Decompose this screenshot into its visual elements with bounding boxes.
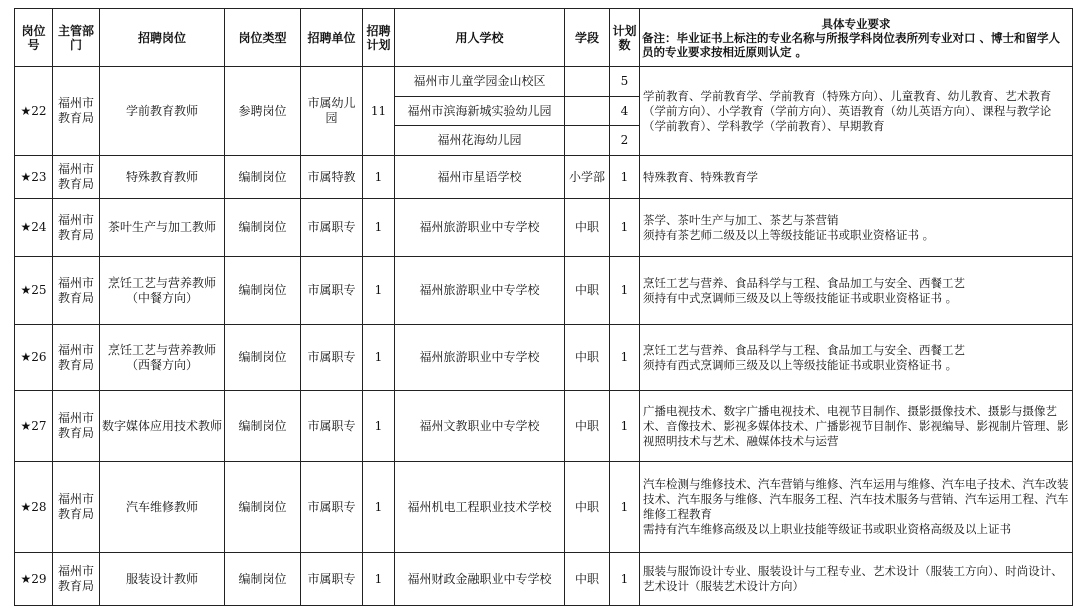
row-post: 烹饪工艺与营养教师（西餐方向） xyxy=(100,325,225,391)
row-post: 汽车维修教师 xyxy=(100,462,225,553)
table-row xyxy=(15,67,1073,97)
row-id: ★22 xyxy=(15,67,53,156)
row-dept: 福州市教育局 xyxy=(53,257,100,325)
row-stage: 中职 xyxy=(565,257,610,325)
row-requirements: 烹饪工艺与营养、食品科学与工程、食品加工与安全、西餐工艺 须持有中式烹调师三级及以上等级技能证书或职业资格证书 。 xyxy=(640,257,1073,325)
row-stage: 小学部 xyxy=(565,156,610,199)
row-dept: 福州市教育局 xyxy=(53,67,100,156)
row-count: 1 xyxy=(610,199,640,257)
row-plan: 1 xyxy=(363,325,395,391)
row-count: 4 xyxy=(610,97,640,126)
row-post: 学前教育教师 xyxy=(100,67,225,156)
row-plan: 1 xyxy=(363,257,395,325)
header-school: 用人学校 xyxy=(395,9,565,67)
table-row xyxy=(15,462,1073,553)
table-row xyxy=(15,257,1073,325)
row-type: 编制岗位 xyxy=(225,462,301,553)
row-requirements: 学前教育、学前教育学、学前教育（特殊方向）、儿童教育、幼儿教育、艺术教育（学前方向）、小学教育（学前方向）、英语教育（幼儿英语方向）、课程与教学论（学前教育）、学科教学（学前教育）、早期教育 xyxy=(640,67,1073,156)
row-stage: 中职 xyxy=(565,553,610,606)
header-req-title: 具体专业要求 xyxy=(821,16,891,31)
row-type: 编制岗位 xyxy=(225,325,301,391)
table-row xyxy=(15,391,1073,462)
row-type: 参聘岗位 xyxy=(225,67,301,156)
row-requirements: 特殊教育、特殊教育学 xyxy=(640,156,1073,199)
row-dept: 福州市教育局 xyxy=(53,156,100,199)
row-stage: 中职 xyxy=(565,462,610,553)
row-type: 编制岗位 xyxy=(225,553,301,606)
row-school: 福州旅游职业中专学校 xyxy=(395,199,565,257)
row-post: 烹饪工艺与营养教师（中餐方向） xyxy=(100,257,225,325)
row-stage: 中职 xyxy=(565,199,610,257)
row-unit: 市属职专 xyxy=(301,325,363,391)
row-dept: 福州市教育局 xyxy=(53,462,100,553)
row-dept: 福州市教育局 xyxy=(53,325,100,391)
row-stage: 中职 xyxy=(565,325,610,391)
row-post: 特殊教育教师 xyxy=(100,156,225,199)
header-plan: 招聘计划 xyxy=(363,9,395,67)
row-unit: 市属职专 xyxy=(301,257,363,325)
row-type: 编制岗位 xyxy=(225,156,301,199)
row-unit: 市属幼儿园 xyxy=(301,67,363,156)
row-unit: 市属特教 xyxy=(301,156,363,199)
row-plan: 1 xyxy=(363,553,395,606)
row-count: 1 xyxy=(610,325,640,391)
table-row xyxy=(15,156,1073,199)
row-school: 福州市儿童学园金山校区 xyxy=(395,67,565,97)
row-requirements: 茶学、茶叶生产与加工、茶艺与茶营销 须持有茶艺师二级及以上等级技能证书或职业资格证书 。 xyxy=(640,199,1073,257)
row-type: 编制岗位 xyxy=(225,391,301,462)
row-requirements: 汽车检测与维修技术、汽车营销与维修、汽车运用与维修、汽车电子技术、汽车改装技术、汽车服务与维修、汽车服务工程、汽车技术服务与营销、汽车运用工程、汽车维修工程教育 需持有汽车维修高级及以上职业技能等级证书或职业资格高级及以上证书 xyxy=(640,462,1073,553)
row-school: 福州机电工程职业技术学校 xyxy=(395,462,565,553)
row-dept: 福州市教育局 xyxy=(53,199,100,257)
table-row xyxy=(15,325,1073,391)
row-post: 茶叶生产与加工教师 xyxy=(100,199,225,257)
row-school: 福州旅游职业中专学校 xyxy=(395,325,565,391)
header-row xyxy=(15,9,1073,67)
row-id: ★28 xyxy=(15,462,53,553)
row-plan: 11 xyxy=(363,67,395,156)
row-count: 2 xyxy=(610,126,640,156)
row-type: 编制岗位 xyxy=(225,199,301,257)
row-count: 1 xyxy=(610,156,640,199)
row-post: 服装设计教师 xyxy=(100,553,225,606)
row-requirements: 广播电视技术、数字广播电视技术、电视节目制作、摄影摄像技术、摄影与摄像艺术、音像技术、影视多媒体技术、广播影视节目制作、影视编导、影视制片管理、影视照明技术与艺术、融媒体技术与运营 xyxy=(640,391,1073,462)
header-count: 计划数 xyxy=(610,9,640,67)
row-plan: 1 xyxy=(363,462,395,553)
row-plan: 1 xyxy=(363,199,395,257)
header-requirements xyxy=(640,9,1073,67)
row-school: 福州市滨海新城实验幼儿园 xyxy=(395,97,565,126)
row-unit: 市属职专 xyxy=(301,391,363,462)
row-stage xyxy=(565,67,610,97)
row-requirements: 烹饪工艺与营养、食品科学与工程、食品加工与安全、西餐工艺 须持有西式烹调师三级及以上等级技能证书或职业资格证书 。 xyxy=(640,325,1073,391)
row-id: ★24 xyxy=(15,199,53,257)
row-count: 1 xyxy=(610,391,640,462)
row-count: 5 xyxy=(610,67,640,97)
row-stage xyxy=(565,97,610,126)
row-dept: 福州市教育局 xyxy=(53,553,100,606)
row-id: ★23 xyxy=(15,156,53,199)
header-id: 岗位号 xyxy=(15,9,53,67)
table-row xyxy=(15,553,1073,606)
row-id: ★27 xyxy=(15,391,53,462)
row-school: 福州文教职业中专学校 xyxy=(395,391,565,462)
header-stage: 学段 xyxy=(565,9,610,67)
row-type: 编制岗位 xyxy=(225,257,301,325)
header-unit: 招聘单位 xyxy=(301,9,363,67)
row-school: 福州市星语学校 xyxy=(395,156,565,199)
header-req-note: 备注：毕业证书上标注的专业名称与所报学科岗位表所列专业对口 、博士和留学人员的专业要求按相近原则认定 。 xyxy=(642,30,1060,59)
row-school: 福州财政金融职业中专学校 xyxy=(395,553,565,606)
row-plan: 1 xyxy=(363,156,395,199)
row-count: 1 xyxy=(610,257,640,325)
row-unit: 市属职专 xyxy=(301,199,363,257)
table-row xyxy=(15,199,1073,257)
header-dept: 主管部门 xyxy=(53,9,100,67)
row-unit: 市属职专 xyxy=(301,462,363,553)
row-stage: 中职 xyxy=(565,391,610,462)
row-count: 1 xyxy=(610,553,640,606)
row-id: ★29 xyxy=(15,553,53,606)
row-unit: 市属职专 xyxy=(301,553,363,606)
row-id: ★25 xyxy=(15,257,53,325)
header-type: 岗位类型 xyxy=(225,9,301,67)
row-school: 福州花海幼儿园 xyxy=(395,126,565,156)
row-dept: 福州市教育局 xyxy=(53,391,100,462)
header-post: 招聘岗位 xyxy=(100,9,225,67)
row-school: 福州旅游职业中专学校 xyxy=(395,257,565,325)
row-plan: 1 xyxy=(363,391,395,462)
row-stage xyxy=(565,126,610,156)
row-count: 1 xyxy=(610,462,640,553)
row-requirements: 服装与服饰设计专业、服装设计与工程专业、艺术设计（服装工方向）、时尚设计、艺术设计（服装艺术设计方向） xyxy=(640,553,1073,606)
row-post: 数字媒体应用技术教师 xyxy=(100,391,225,462)
recruitment-table xyxy=(14,8,1073,606)
row-id: ★26 xyxy=(15,325,53,391)
